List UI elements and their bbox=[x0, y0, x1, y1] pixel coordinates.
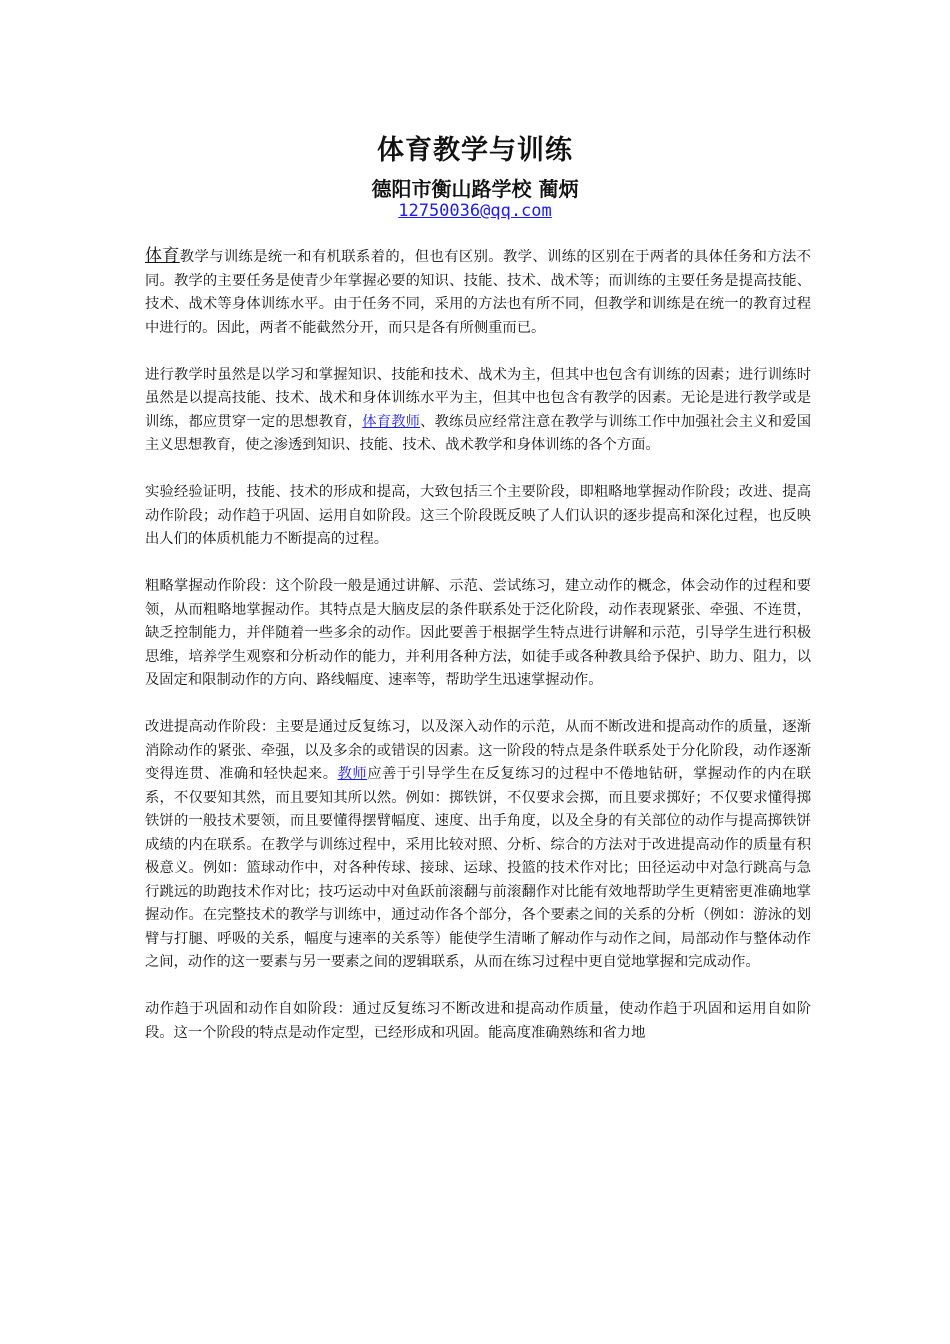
paragraph-text: 、教练员应经常注意在教学与训练工作中加强社会主义和爱国主义思想教育，使之渗透到知识、技能、技术、战术教学和身体训练的各个方面。 bbox=[145, 413, 812, 453]
paragraph-text: 进行教学时虽然是以学习和掌握知识、技能和技术、战术为主，但其中也包含有训练的因素；进行训练时虽然是以提高技能、技术、战术和身体训练水平为主，但其中也包含有教学的因素。无论是进行教学或是训练，都应贯穿一定的思想教育， bbox=[145, 366, 811, 430]
paragraph-text: 应善于引导学生在反复练习的过程中不倦地钻研，掌握动作的内在联系，不仅要知其然，而且要知其所以然。例如：掷铁饼，不仅要求会掷，而且要求掷好；不仅要求懂得掷铁饼的一般技术要领，而且要懂得摆臂幅度、速度、出手角度，以及全身的有关部位的动作与提高掷铁饼成绩的内在联系。在教学与训练过程中，采用比较对照、分析、综合的方法对于改进提高动作的质量有积极意义。例如：篮球动作中，对各种传球、接球、运球、投篮的技术作对比；田径运动中对急行跳高与急行跳远的助跑技术作对比；技巧运动中对鱼跃前滚翻与前滚翻作对比能有效地帮助学生更精密更准确地掌握动作。在完整技术的教学与训练中，通过动作各个部分，各个要素之间的关系的分析（例如：游泳的划臂与打腿、呼吸的关系，幅度与速率的关系等）能使学生清晰了解动作与动作之间，局部动作与整体动作之间，动作的这一要素与另一要素之间的逻辑联系，从而在练习过程中更自觉地掌握和完成动作。 bbox=[145, 766, 812, 970]
author-line: 德阳市衡山路学校 蔺炳 bbox=[371, 177, 579, 201]
paragraph-text: 教学与训练是统一和有机联系着的，但也有区别。教学、训练的区别在于两者的具体任务和方法不同。教学的主要任务是使青少年掌握必要的知识、技能、技术、战术等；而训练的主要任务是提高技能、技术、战术等身体训练水平。由于任务不同，采用的方法也有所不同，但教学和训练是在统一的教育过程中进行的。因此，两者不能截然分开，而只是各有所侧重而已。 bbox=[145, 249, 812, 336]
paragraph-lead-word: 体育 bbox=[145, 246, 180, 266]
paragraph-1 bbox=[145, 245, 811, 340]
paragraph-6: 动作趋于巩固和动作自如阶段：通过反复练习不断改进和提高动作质量，使动作趋于巩固和运用自如阶段。这一个阶段的特点是动作定型，已经形成和巩固。能高度准确熟练和省力地 bbox=[145, 1001, 811, 1041]
email-link[interactable]: 12750036@qq.com bbox=[398, 201, 552, 221]
paragraph-5 bbox=[145, 716, 811, 975]
document-body bbox=[145, 245, 811, 1069]
paragraph-text: 改进提高动作阶段：主要是通过反复练习，以及深入动作的示范，从而不断改进和提高动作的质量，逐渐消除动作的紧张、牵强，以及多余的或错误的因素。这一阶段的特点是条件联系处于分化阶段，动作逐渐变得连贯、准确和轻快起来。 bbox=[145, 719, 811, 782]
teacher-link[interactable]: 教师 bbox=[337, 766, 368, 782]
paragraph-2 bbox=[145, 364, 811, 458]
document-title: 体育教学与训练 bbox=[377, 135, 573, 166]
teacher-link[interactable]: 体育教师 bbox=[362, 413, 421, 430]
paragraph-3: 实验经验证明，技能、技术的形成和提高，大致包括三个主要阶段，即粗略地掌握动作阶段；改进、提高动作阶段；动作趋于巩固、运用自如阶段。这三个阶段既反映了人们认识的逐步提高和深化过程，也反映出人们的体质机能力不断提高的过程。 bbox=[145, 484, 811, 547]
paragraph-4: 粗略掌握动作阶段：这个阶段一般是通过讲解、示范、尝试练习，建立动作的概念，体会动作的过程和要领，从而粗略地掌握动作。其特点是大脑皮层的条件联系处于泛化阶段，动作表现紧张、牵强、不连贯，缺乏控制能力，并伴随着一些多余的动作。因此要善于根据学生特点进行讲解和示范，引导学生进行积极思维，培养学生观察和分析动作的能力，并利用各种方法，如徒手或各种教具给予保护、助力、阻力，以及固定和限制动作的方向、路线幅度、速率等，帮助学生迅速掌握动作。 bbox=[145, 578, 811, 688]
email-line bbox=[0, 201, 950, 221]
